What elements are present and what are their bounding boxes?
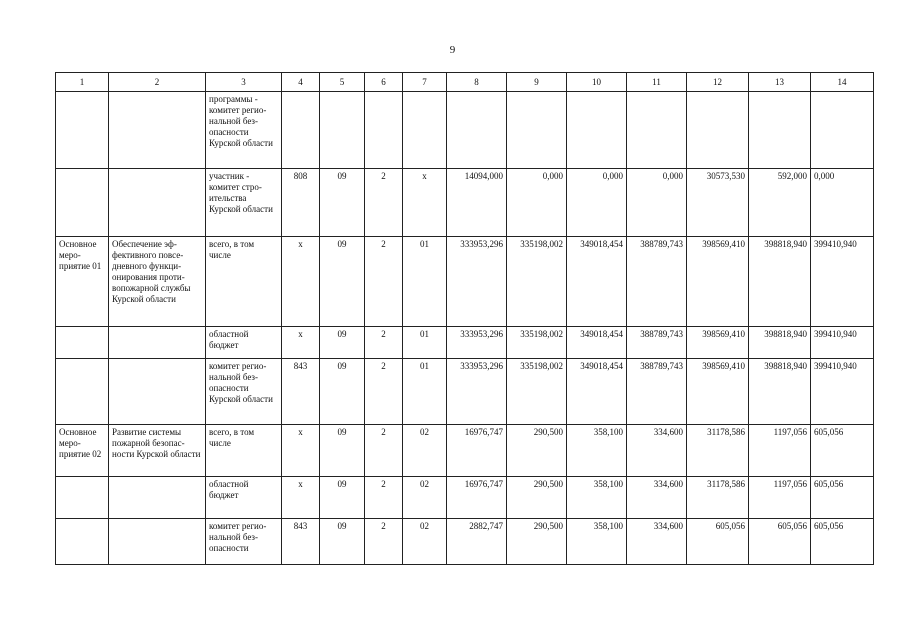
table-row — [56, 169, 874, 237]
header-cell: 2 — [109, 73, 206, 92]
table-cell-col-12: 605,056 — [687, 519, 749, 565]
table-cell-col-4 — [282, 92, 320, 169]
table-cell-col-10: 0,000 — [567, 169, 627, 237]
table-cell-col-11: 388789,743 — [627, 327, 687, 359]
table-cell-col-4: 843 — [282, 359, 320, 425]
table-cell-col-8 — [447, 92, 507, 169]
table-cell-col-7: 02 — [403, 477, 447, 519]
table-cell-col-1 — [56, 327, 109, 359]
table-cell-col-2 — [109, 477, 206, 519]
header-cell: 8 — [447, 73, 507, 92]
table-cell-col-10: 358,100 — [567, 519, 627, 565]
table-cell-col-4: 808 — [282, 169, 320, 237]
table-cell-col-6 — [365, 92, 403, 169]
table-cell-col-13: 605,056 — [749, 519, 811, 565]
table-row — [56, 519, 874, 565]
table-cell-col-6: 2 — [365, 359, 403, 425]
table-row — [56, 92, 874, 169]
table-cell-col-11 — [627, 92, 687, 169]
table-cell-col-14 — [811, 92, 874, 169]
table-cell-col-14: 399410,940 — [811, 327, 874, 359]
table-cell-col-11: 334,600 — [627, 425, 687, 477]
table-cell-col-6: 2 — [365, 327, 403, 359]
table-cell-col-14: 605,056 — [811, 425, 874, 477]
table-cell-col-9: 290,500 — [507, 519, 567, 565]
table-cell-col-9: 290,500 — [507, 477, 567, 519]
table-cell-col-7: 01 — [403, 359, 447, 425]
table-cell-col-6: 2 — [365, 237, 403, 327]
table-cell-col-7: 02 — [403, 425, 447, 477]
table-cell-col-3: всего, в том числе — [206, 425, 282, 477]
table-cell-col-3: комитет региональной безопасности — [206, 519, 282, 565]
table-cell-col-10: 358,100 — [567, 425, 627, 477]
table-cell-col-9: 335198,002 — [507, 327, 567, 359]
table-cell-col-1 — [56, 92, 109, 169]
table-cell-col-11: 388789,743 — [627, 237, 687, 327]
table-cell-col-5: 09 — [320, 425, 365, 477]
table-cell-col-9 — [507, 92, 567, 169]
table-cell-col-2 — [109, 92, 206, 169]
table-cell-col-1: Основное мероприятие 02 — [56, 425, 109, 477]
header-cell: 5 — [320, 73, 365, 92]
table-cell-col-6: 2 — [365, 477, 403, 519]
table-cell-col-2: Развитие системы пожарной безопасности Курской области — [109, 425, 206, 477]
table-cell-col-4: х — [282, 425, 320, 477]
table-cell-col-11: 0,000 — [627, 169, 687, 237]
table-cell-col-4: х — [282, 237, 320, 327]
table-cell-col-1: Основное мероприятие 01 — [56, 237, 109, 327]
header-cell: 7 — [403, 73, 447, 92]
table-cell-col-14: 399410,940 — [811, 359, 874, 425]
table-cell-col-8: 16976,747 — [447, 425, 507, 477]
table-cell-col-7: 02 — [403, 519, 447, 565]
table-cell-col-9: 290,500 — [507, 425, 567, 477]
table-row — [56, 359, 874, 425]
table-cell-col-12: 31178,586 — [687, 425, 749, 477]
table-cell-col-5: 09 — [320, 359, 365, 425]
table-cell-col-13: 1197,056 — [749, 477, 811, 519]
header-cell: 6 — [365, 73, 403, 92]
table-cell-col-6: 2 — [365, 425, 403, 477]
table-cell-col-10: 349018,454 — [567, 359, 627, 425]
table-cell-col-13: 398818,940 — [749, 237, 811, 327]
table-cell-col-13: 592,000 — [749, 169, 811, 237]
table-cell-col-8: 16976,747 — [447, 477, 507, 519]
table-cell-col-1 — [56, 169, 109, 237]
table-cell-col-10: 358,100 — [567, 477, 627, 519]
table-cell-col-12: 30573,530 — [687, 169, 749, 237]
table-row — [56, 327, 874, 359]
table-cell-col-1 — [56, 359, 109, 425]
table-cell-col-5: 09 — [320, 519, 365, 565]
header-cell: 3 — [206, 73, 282, 92]
table-cell-col-14: 399410,940 — [811, 237, 874, 327]
table-cell-col-2 — [109, 519, 206, 565]
table-row — [56, 237, 874, 327]
table-cell-col-3: комитет региональной безопасности Курской области — [206, 359, 282, 425]
budget-table — [55, 72, 874, 565]
table-cell-col-2: Обеспечение эффективного повседневного функционирования противопожарной службы Курской области — [109, 237, 206, 327]
table-row — [56, 425, 874, 477]
header-cell: 4 — [282, 73, 320, 92]
table-cell-col-4: х — [282, 477, 320, 519]
table-cell-col-11: 334,600 — [627, 519, 687, 565]
table-cell-col-12: 31178,586 — [687, 477, 749, 519]
table-cell-col-13 — [749, 92, 811, 169]
table-cell-col-14: 605,056 — [811, 477, 874, 519]
table-cell-col-1 — [56, 477, 109, 519]
table-cell-col-12 — [687, 92, 749, 169]
table-cell-col-7: 01 — [403, 327, 447, 359]
table-cell-col-2 — [109, 359, 206, 425]
table-cell-col-8: 333953,296 — [447, 359, 507, 425]
table-cell-col-3: областной бюджет — [206, 477, 282, 519]
table-cell-col-9: 335198,002 — [507, 237, 567, 327]
header-cell: 11 — [627, 73, 687, 92]
table-cell-col-2 — [109, 327, 206, 359]
table-cell-col-9: 0,000 — [507, 169, 567, 237]
table-cell-col-12: 398569,410 — [687, 237, 749, 327]
page-number: 9 — [449, 44, 456, 56]
table-cell-col-6: 2 — [365, 169, 403, 237]
table-cell-col-4: 843 — [282, 519, 320, 565]
table-cell-col-8: 2882,747 — [447, 519, 507, 565]
table-cell-col-13: 398818,940 — [749, 327, 811, 359]
table-cell-col-3: участник - комитет строительства Курской области — [206, 169, 282, 237]
table-row — [56, 477, 874, 519]
table-cell-col-3: областной бюджет — [206, 327, 282, 359]
table-cell-col-11: 334,600 — [627, 477, 687, 519]
table-cell-col-8: 333953,296 — [447, 237, 507, 327]
table-cell-col-7: 01 — [403, 237, 447, 327]
table-cell-col-8: 333953,296 — [447, 327, 507, 359]
table-cell-col-5: 09 — [320, 237, 365, 327]
table-cell-col-13: 1197,056 — [749, 425, 811, 477]
header-cell: 1 — [56, 73, 109, 92]
table-cell-col-12: 398569,410 — [687, 359, 749, 425]
header-cell: 12 — [687, 73, 749, 92]
table-cell-col-1 — [56, 519, 109, 565]
table-cell-col-10 — [567, 92, 627, 169]
header-row — [56, 73, 874, 92]
table-cell-col-5: 09 — [320, 327, 365, 359]
header-cell: 10 — [567, 73, 627, 92]
table-cell-col-7 — [403, 92, 447, 169]
header-cell: 14 — [811, 73, 874, 92]
table-cell-col-9: 335198,002 — [507, 359, 567, 425]
table-cell-col-2 — [109, 169, 206, 237]
table-cell-col-14: 0,000 — [811, 169, 874, 237]
table-cell-col-3: всего, в том числе — [206, 237, 282, 327]
table-cell-col-4: х — [282, 327, 320, 359]
table-cell-col-14: 605,056 — [811, 519, 874, 565]
table-cell-col-10: 349018,454 — [567, 327, 627, 359]
header-cell: 13 — [749, 73, 811, 92]
table-cell-col-5 — [320, 92, 365, 169]
table-cell-col-5: 09 — [320, 169, 365, 237]
table-cell-col-12: 398569,410 — [687, 327, 749, 359]
table-cell-col-5: 09 — [320, 477, 365, 519]
table-cell-col-3: программы - комитет региональной безопасности Курской области — [206, 92, 282, 169]
table-cell-col-11: 388789,743 — [627, 359, 687, 425]
header-cell: 9 — [507, 73, 567, 92]
table-cell-col-6: 2 — [365, 519, 403, 565]
table-cell-col-8: 14094,000 — [447, 169, 507, 237]
table-cell-col-13: 398818,940 — [749, 359, 811, 425]
table-cell-col-7: х — [403, 169, 447, 237]
table-cell-col-10: 349018,454 — [567, 237, 627, 327]
